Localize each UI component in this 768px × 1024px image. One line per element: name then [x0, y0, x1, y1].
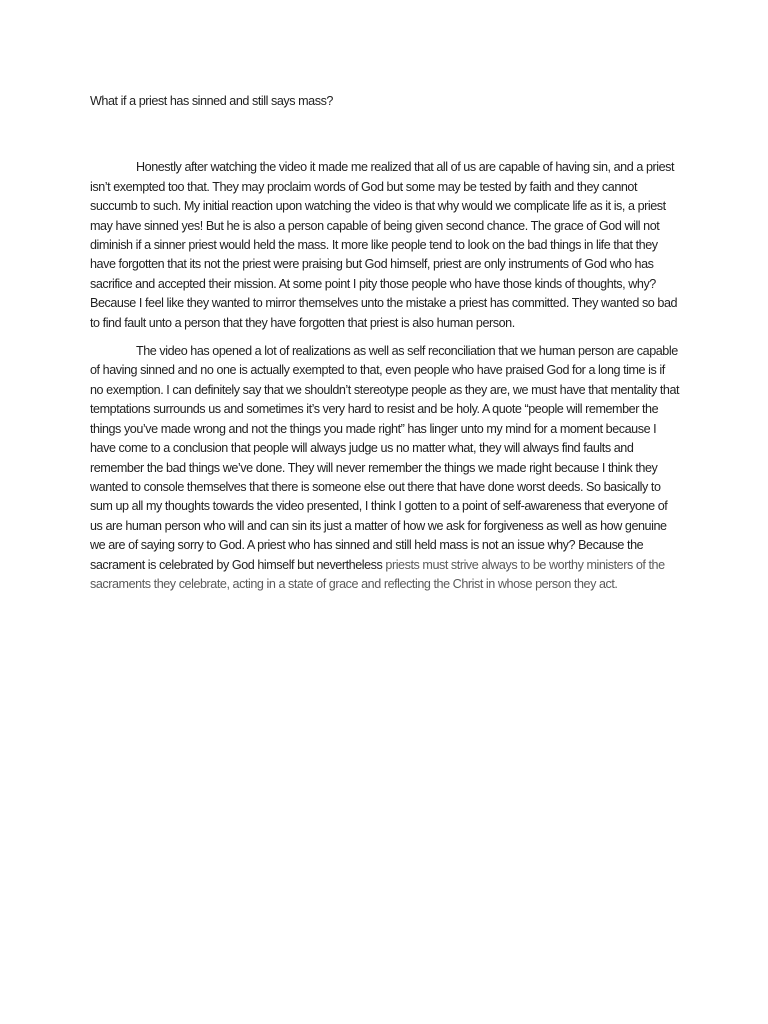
paragraph-2-text: The video has opened a lot of realizations as well as self reconciliation that we human person are capable of having sinned and no one is actually exempted to that, even people who have praised God for a long time is if no exemption. I can definitely say that we shouldn’t stereotype people as they are, we must have that mentality that temptations surrounds us and sometimes it’s very hard to resist and be holy. A quote “people will remember the things you’ve made wrong and not the things you made right” has linger unto my mind for a moment because I have come to a conclusion that people will always judge us no matter what, they will always find faults and remember the bad things we’ve done. They will never remember the things we made right because I think they wanted to console themselves that there is someone else out there that have done worst deeds. So basically to sum up all my thoughts towards the video presented, I think I gotten to a point of self-awareness that everyone of us are human person who will and can sin its just a matter of how we ask for forgiveness as well as how genuine we are of saying sorry to God. A priest who has sinned and still held mass is not an issue why? Because the sacrament is celebrated by God himself but nevertheless [90, 344, 680, 572]
paragraph-1: Honestly after watching the video it made me realized that all of us are capable of having sin, and a priest isn’t exempted too that. They may proclaim words of God but some may be tested by faith and they cannot succumb to such. My initial reaction upon watching the video is that why would we complicate life as it is, a priest may have sinned yes! But he is also a person capable of being given second chance. The grace of God will not diminish if a sinner priest would held the mass. It more like people tend to look on the bad things in life that they have forgotten that its not the priest were praising but God himself, priest are only instruments of God who has sacrifice and accepted their mission. At some point I pity those people who have those kinds of thoughts, why? Because I feel like they wanted to mirror themselves unto the mistake a priest has committed. They wanted so bad to find fault unto a person that they have forgotten that priest is also human person. [90, 160, 678, 330]
quoted-excerpt: priests must strive always to be worthy ministers of the sacraments they celebrate, acting in a state of grace and reflecting the Christ in whose person they act. [90, 557, 665, 591]
document-body [90, 92, 680, 603]
document-title: What if a priest has sinned and still says mass? [90, 94, 333, 108]
paragraph-2 [90, 342, 680, 594]
